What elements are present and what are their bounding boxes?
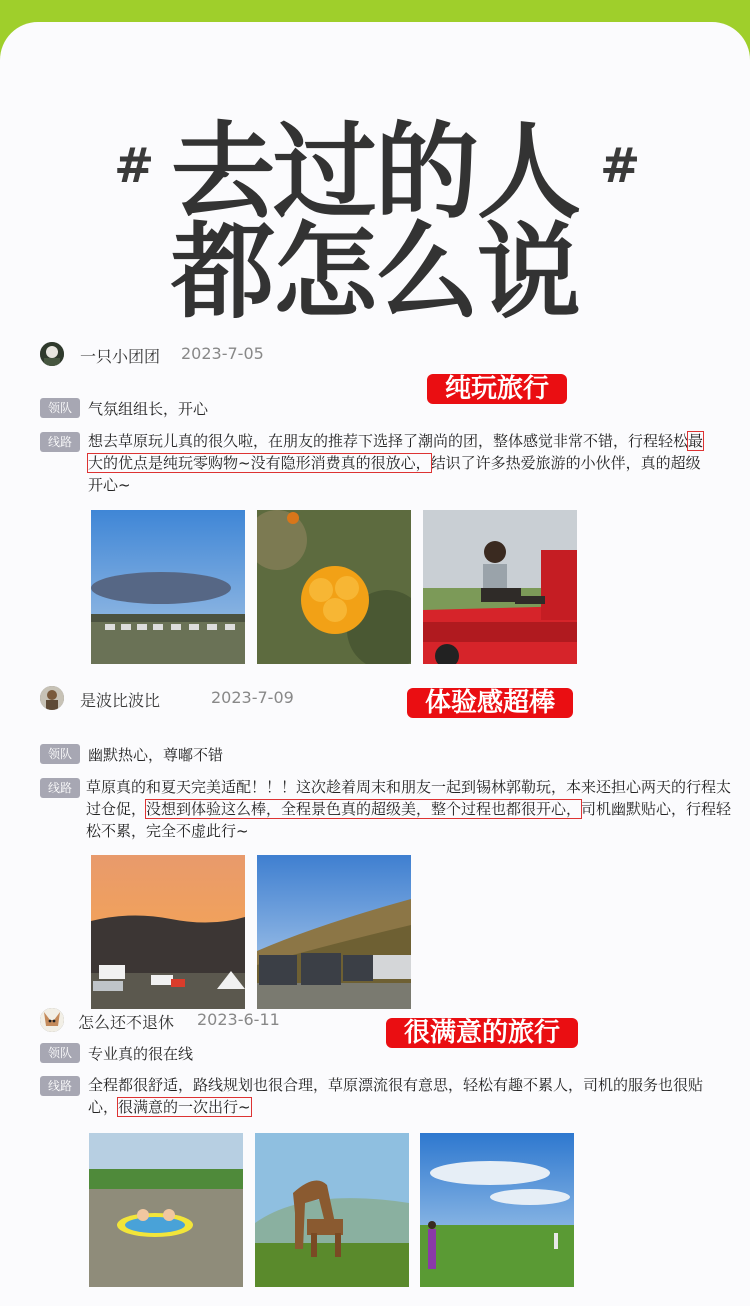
- leader-text: 气氛组组长，开心: [88, 400, 209, 418]
- leader-tag: 领队: [40, 1043, 80, 1063]
- brown-horse-photo[interactable]: [255, 1133, 409, 1287]
- avatar[interactable]: [40, 686, 64, 710]
- route-text-part1: 想去草原玩儿真的很久啦，在朋友的推荐下选择了潮尚的团，整体感觉非常不错，行程轻松: [88, 432, 689, 450]
- review-badge: 体验感超棒: [407, 688, 573, 718]
- review-badge: 很满意的旅行: [386, 1018, 578, 1048]
- river-rafting-photo[interactable]: [89, 1133, 243, 1287]
- leader-text: 幽默热心，尊嘟不错: [88, 746, 224, 764]
- hash-right: #: [600, 138, 641, 194]
- review-date: 2023-7-09: [211, 688, 294, 707]
- leader-text: 专业真的很在线: [88, 1045, 194, 1063]
- leader-tag: 领队: [40, 398, 80, 418]
- hero-title-line2: 都怎么说: [170, 211, 579, 333]
- route-highlight: 没想到体验这么棒，全程景色真的超级美，整个过程也都很开心，: [146, 800, 582, 818]
- sunset-camp-photo[interactable]: [91, 855, 245, 1009]
- girl-on-red-jeep-photo[interactable]: [423, 510, 577, 664]
- review-date: 2023-7-05: [181, 344, 264, 363]
- route-text: [88, 430, 714, 496]
- hash-left: #: [114, 138, 155, 194]
- user-name[interactable]: 怎么还不退休: [78, 1013, 175, 1032]
- route-text-part1: 全程都很舒适，路线规划也很合理，草原漂流很有意思，轻松有趣不累人，司机的服务也很贴心，: [88, 1076, 704, 1116]
- review-badge: 纯玩旅行: [427, 374, 567, 404]
- route-text: [86, 776, 734, 842]
- route-text-part2: 结识了许多热爱旅游的小伙伴，真的超级开心~: [88, 454, 701, 494]
- avatar[interactable]: [40, 342, 64, 366]
- blue-sky-parking-photo[interactable]: [91, 510, 245, 664]
- user-name[interactable]: 一只小团团: [80, 347, 161, 366]
- route-text: [88, 1074, 722, 1118]
- review-date: 2023-6-11: [197, 1010, 280, 1029]
- hill-cars-photo[interactable]: [257, 855, 411, 1009]
- route-text-part2: 司机幽默贴心，行程轻松不累，完全不虚此行~: [86, 800, 732, 840]
- route-highlight: 最大的优点是纯玩零购物~没有隐形消费真的很放心，: [88, 432, 704, 472]
- avatar[interactable]: [40, 1008, 64, 1032]
- content-card: [0, 22, 750, 1306]
- route-tag: 线路: [40, 778, 80, 798]
- hero-title-line1: 去过的人: [170, 111, 579, 233]
- leader-tag: 领队: [40, 744, 80, 764]
- orange-flower-photo[interactable]: [257, 510, 411, 664]
- route-highlight: 很满意的一次出行~: [118, 1098, 251, 1116]
- route-tag: 线路: [40, 432, 80, 452]
- user-name[interactable]: 是波比波比: [80, 691, 161, 710]
- route-tag: 线路: [40, 1076, 80, 1096]
- hero-header: [0, 22, 750, 333]
- grassland-people-photo[interactable]: [420, 1133, 574, 1287]
- route-text-part1: 草原真的和夏天完美适配！！！这次趁着周末和朋友一起到锡林郭勒玩，本来还担心两天的行程太过仓促，: [86, 778, 732, 818]
